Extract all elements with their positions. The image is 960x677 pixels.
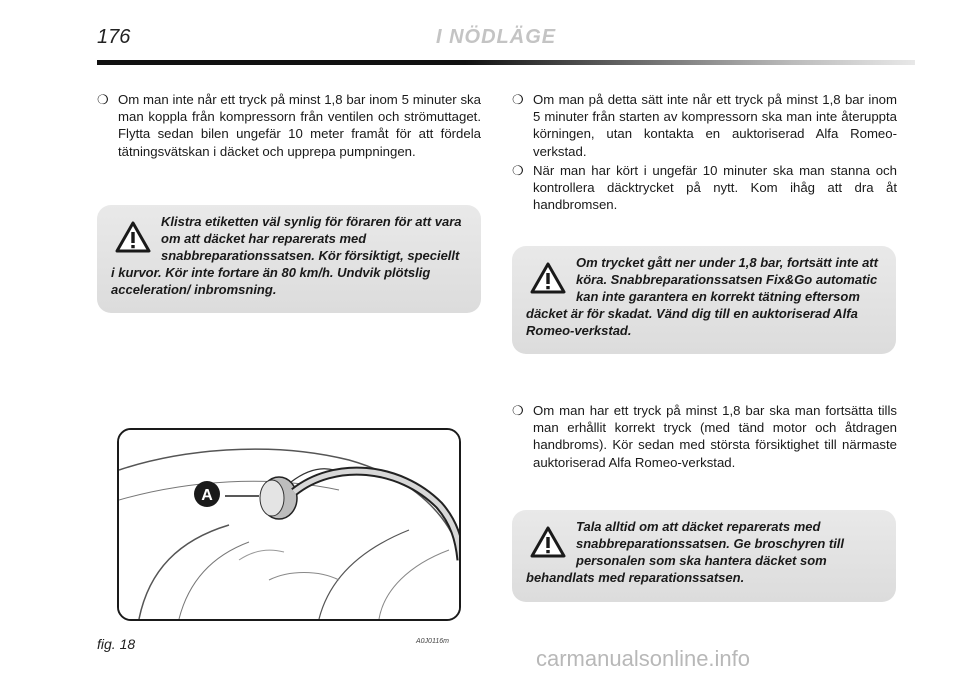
figure-caption: fig. 18 bbox=[97, 636, 136, 652]
bullet-text: När man har kört i ungefär 10 minuter ska man stanna och kontrollera däcktrycket på nytt. Kom ihåg att dra åt handbromsen. bbox=[533, 163, 897, 213]
figure-illustration bbox=[117, 428, 461, 621]
bullet-item bbox=[512, 402, 897, 471]
warning-text: Tala alltid om att däcket reparerats med snabbreparationssatsen. Ge broschyren till personalen som ska hantera däcket som behandlats med reparationssatsen. bbox=[526, 519, 845, 585]
warning-triangle-icon bbox=[530, 526, 566, 558]
warning-triangle-icon bbox=[115, 221, 151, 253]
warning-box bbox=[512, 246, 896, 354]
callout-label: A bbox=[201, 487, 213, 504]
tire-valve-drawing bbox=[119, 430, 459, 619]
warning-box bbox=[97, 205, 481, 313]
bullet-item bbox=[512, 91, 897, 160]
header-rule bbox=[97, 60, 915, 65]
warning-box bbox=[512, 510, 896, 602]
figure-code: A0J0116m bbox=[416, 638, 449, 645]
warning-text: Klistra etiketten väl synlig för föraren för att vara om att däcket har reparerats med snabbreparationssatsen. Kör försiktigt, speciellt i kurvor. Kör inte fortare än 80 km/h. Undvik plötslig acceleration/ inbromsning. bbox=[111, 214, 462, 297]
bullet-text: Om man inte når ett tryck på minst 1,8 bar inom 5 minuter ska man koppla från kompressorn från ventilen och strömuttaget. Flytta sedan bilen ungefär 10 meter framåt för att fördela tätningsvätskan i däcket och upprepa pumpningen. bbox=[118, 92, 481, 159]
bullet-item bbox=[512, 162, 897, 214]
warning-text: Om trycket gått ner under 1,8 bar, fortsätt inte att köra. Snabbreparationssatsen Fix&Go automatic kan inte garantera en korrekt tätning eftersom däcket är för skadat. Vänd dig till en auktoriserad Alfa Romeo-verkstad. bbox=[526, 255, 878, 338]
watermark: carmanualsonline.info bbox=[536, 646, 751, 671]
bullet-mark: ❍ bbox=[512, 403, 524, 418]
bullet-mark: ❍ bbox=[512, 163, 524, 178]
page-number: 176 bbox=[97, 26, 131, 48]
bullet-mark: ❍ bbox=[97, 92, 109, 107]
section-title: I NÖDLÄGE bbox=[436, 26, 557, 48]
bullet-mark: ❍ bbox=[512, 92, 524, 107]
bullet-item bbox=[97, 91, 481, 160]
bullet-text: Om man har ett tryck på minst 1,8 bar ska man fortsätta tills man erhållit korrekt tryck (med tänd motor och åtdragen handbroms). Kör sedan med största försiktighet till närmaste auktoriserad Alfa Romeo-verkstad. bbox=[533, 403, 897, 470]
warning-triangle-icon bbox=[530, 262, 566, 294]
bullet-text: Om man på detta sätt inte når ett tryck på minst 1,8 bar inom 5 minuter från starten av kompressorn ska man inte återuppta körningen, utan kontakta en auktoriserad Alfa Romeo-verkstad. bbox=[533, 92, 897, 159]
